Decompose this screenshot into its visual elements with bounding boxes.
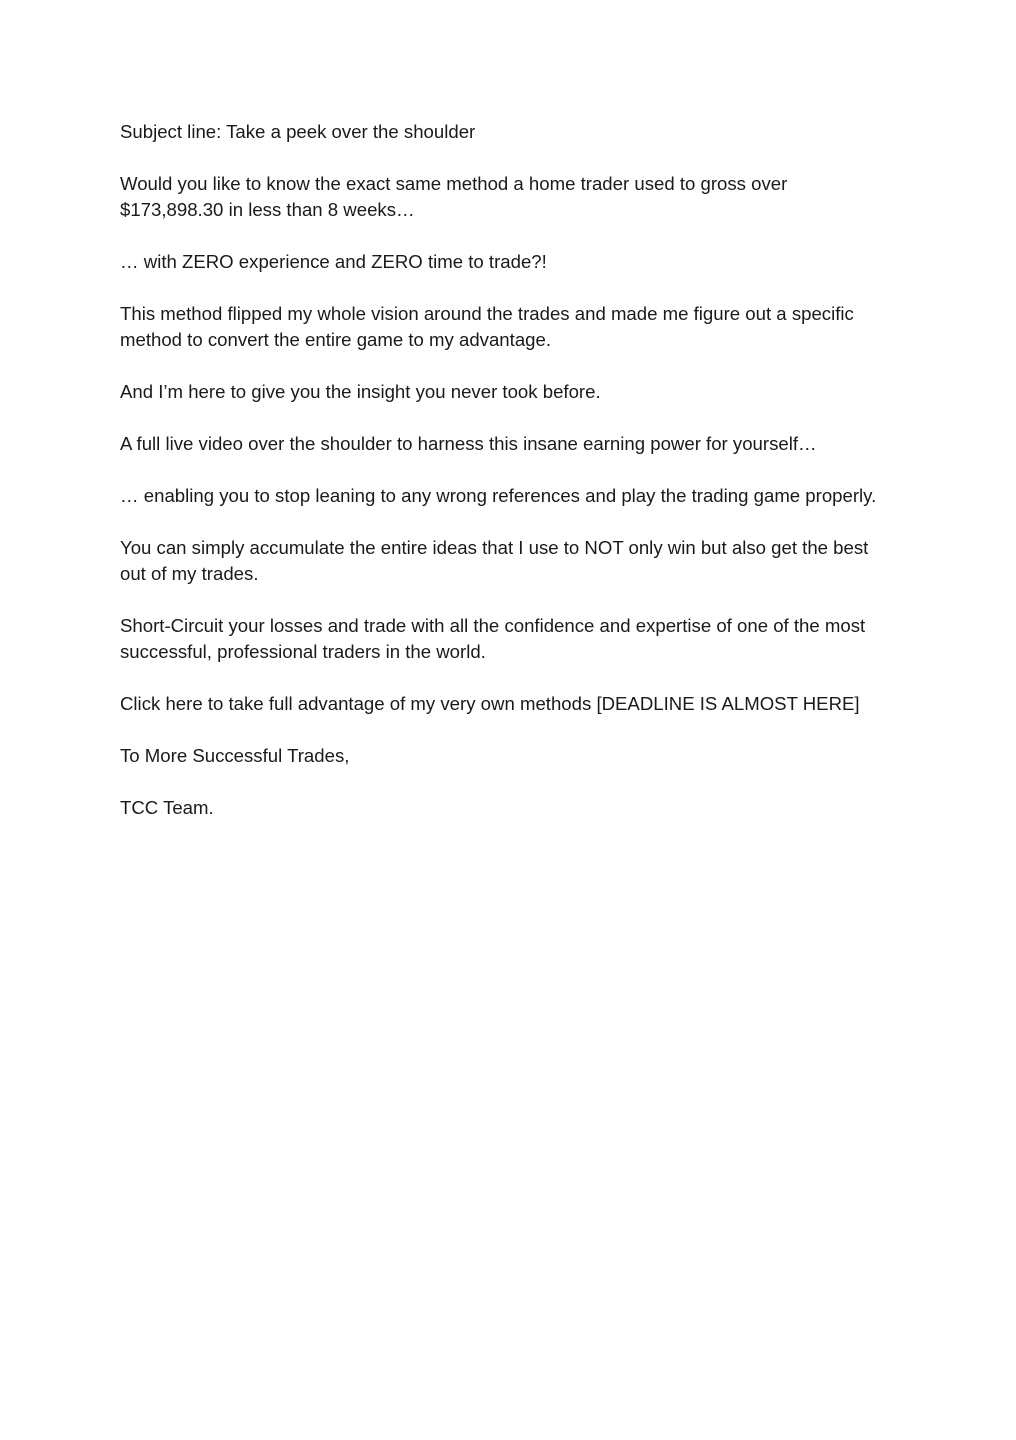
paragraph-line: Would you like to know the exact same method a home trader used to gross over (120, 173, 788, 194)
paragraph-short-circuit (120, 613, 900, 665)
closing (120, 743, 900, 769)
paragraph-line: method to convert the entire game to my advantage. (120, 329, 552, 350)
paragraph-line: And I’m here to give you the insight you never took before. (120, 381, 601, 402)
paragraph-line: … with ZERO experience and ZERO time to trade?! (120, 251, 547, 272)
signature (120, 795, 900, 821)
email-body (120, 119, 900, 847)
paragraph-enabling (120, 483, 900, 509)
paragraph-line: A full live video over the shoulder to harness this insane earning power for yourself… (120, 433, 817, 454)
paragraph-line: $173,898.30 in less than 8 weeks… (120, 199, 415, 220)
paragraph-intro (120, 171, 900, 223)
paragraph-method (120, 301, 900, 353)
subject-line (120, 119, 900, 145)
signature-text: TCC Team. (120, 797, 214, 818)
call-to-action (120, 691, 900, 717)
paragraph-live-video (120, 431, 900, 457)
closing-text: To More Successful Trades, (120, 745, 350, 766)
paragraph-insight (120, 379, 900, 405)
paragraph-line: out of my trades. (120, 563, 259, 584)
paragraph-line: successful, professional traders in the world. (120, 641, 486, 662)
paragraph-accumulate (120, 535, 900, 587)
paragraph-line: Short-Circuit your losses and trade with all the confidence and expertise of one of the most (120, 615, 866, 636)
paragraph-line: You can simply accumulate the entire ideas that I use to NOT only win but also get the best (120, 537, 869, 558)
call-to-action-text: Click here to take full advantage of my very own methods [DEADLINE IS ALMOST HERE] (120, 693, 860, 714)
subject-line-text: Subject line: Take a peek over the shoulder (120, 121, 476, 142)
paragraph-line: … enabling you to stop leaning to any wrong references and play the trading game properly. (120, 485, 877, 506)
paragraph-zero-experience (120, 249, 900, 275)
paragraph-line: This method flipped my whole vision around the trades and made me figure out a specific (120, 303, 854, 324)
